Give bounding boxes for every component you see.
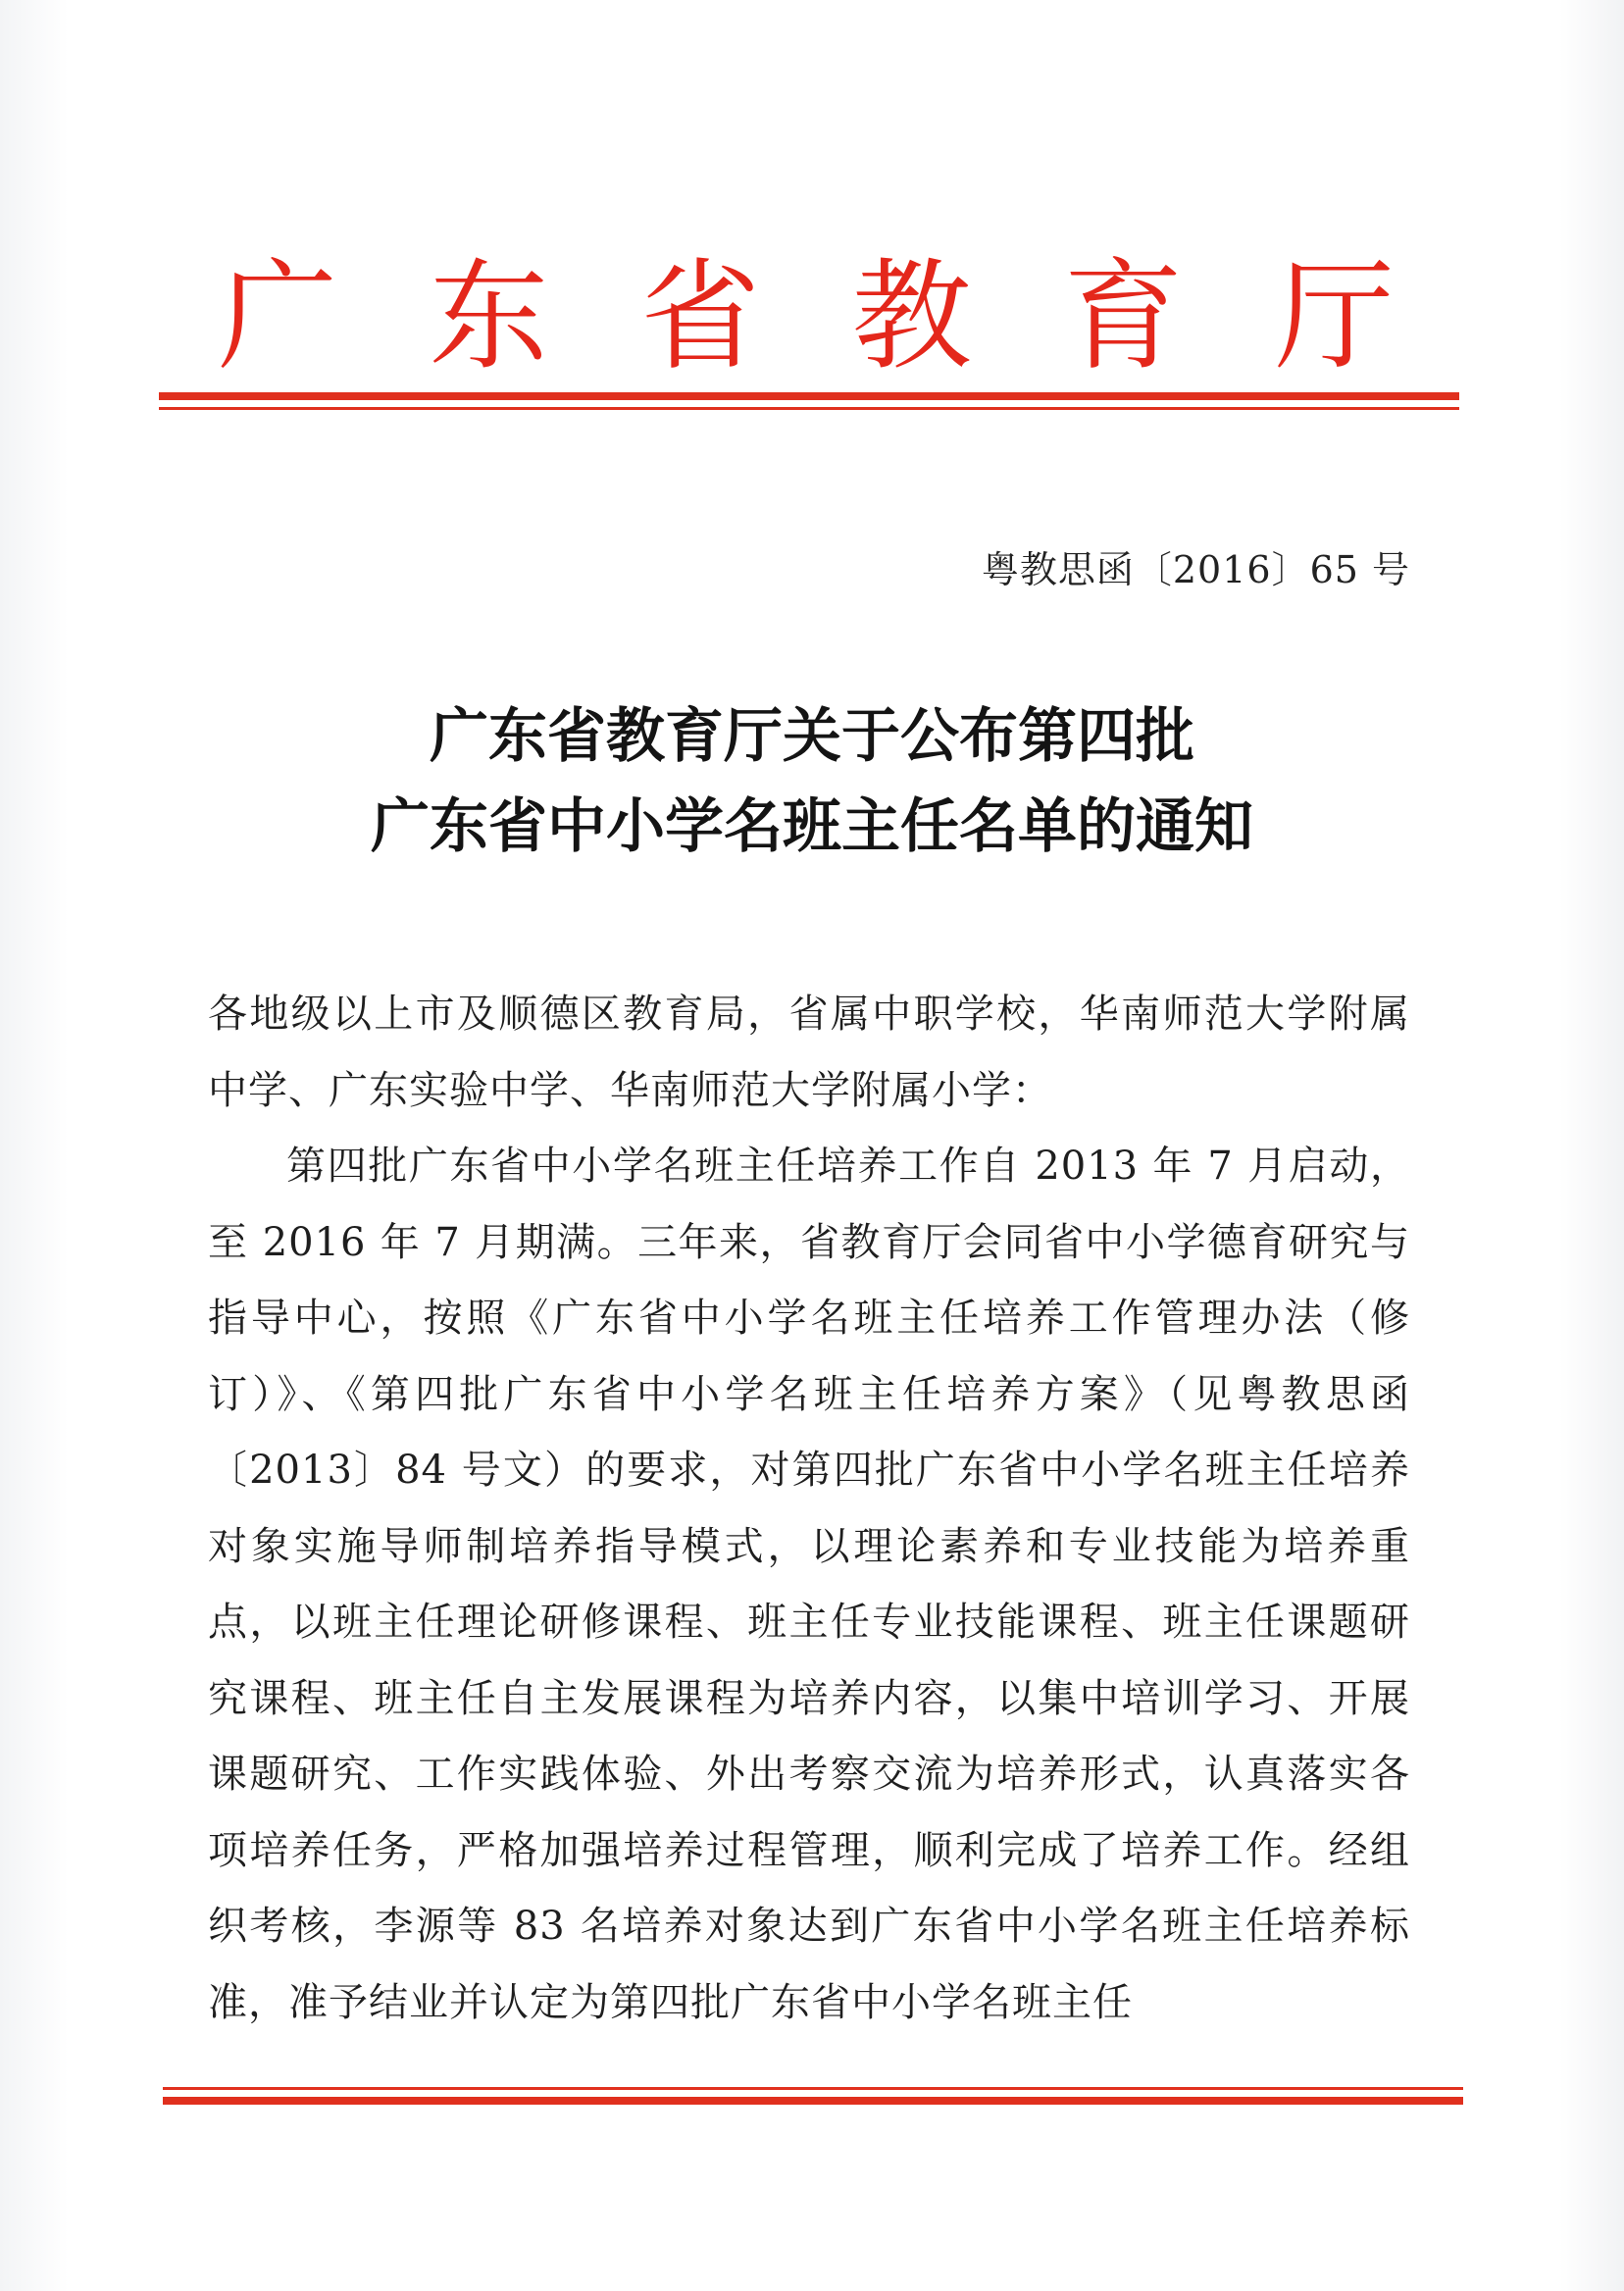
- org-char: 东: [429, 247, 549, 386]
- header-divider-thick: [159, 392, 1459, 400]
- document-number: 粤教思函〔2016〕65 号: [981, 548, 1410, 591]
- document-title: [0, 691, 1624, 872]
- org-char: 厅: [1274, 247, 1395, 386]
- footer-divider-thick: [163, 2097, 1463, 2105]
- issuing-authority-header: [218, 243, 1395, 390]
- title-line-2: 广东省中小学名班主任名单的通知: [371, 792, 1253, 861]
- org-char: 教: [851, 247, 972, 386]
- salutation: 各地级以上市及顺德区教育局，省属中职学校，华南师范大学附属中学、广东实验中学、华南师范大学附属小学：: [208, 992, 1410, 1113]
- org-char: 省: [640, 247, 761, 386]
- title-line-1: 广东省教育厅关于公布第四批: [430, 702, 1194, 771]
- org-char: 育: [1063, 247, 1184, 386]
- document-body: [208, 977, 1410, 2041]
- footer-divider-thin: [163, 2087, 1463, 2090]
- header-divider-thin: [159, 407, 1459, 410]
- org-char: 广: [218, 247, 337, 386]
- body-paragraph: 第四批广东省中小学名班主任培养工作自 2013 年 7 月启动，至 2016 年 7 月期满。三年来，省教育厅会同省中小学德育研究与指导中心，按照《广东省中小学名班主任培养工作管理办法（修订）》、《第四批广东省中小学名班主任培养方案》（见粤教思函〔2013〕84 号文）的要求，对第四批广东省中小学名班主任培养对象实施导师制培养指导模式，以理论素养和专业技能为培养重点，以班主任理论研修课程、班主任专业技能课程、班主任课题研究课程、班主任自主发展课程为培养内容，以集中培训学习、开展课题研究、工作实践体验、外出考察交流为培养形式，认真落实各项培养任务，严格加强培养过程管理，顺利完成了培养工作。经组织考核，李源等 83 名培养对象达到广东省中小学名班主任培养标准，准予结业并认定为第四批广东省中小学名班主任: [208, 1144, 1410, 2025]
